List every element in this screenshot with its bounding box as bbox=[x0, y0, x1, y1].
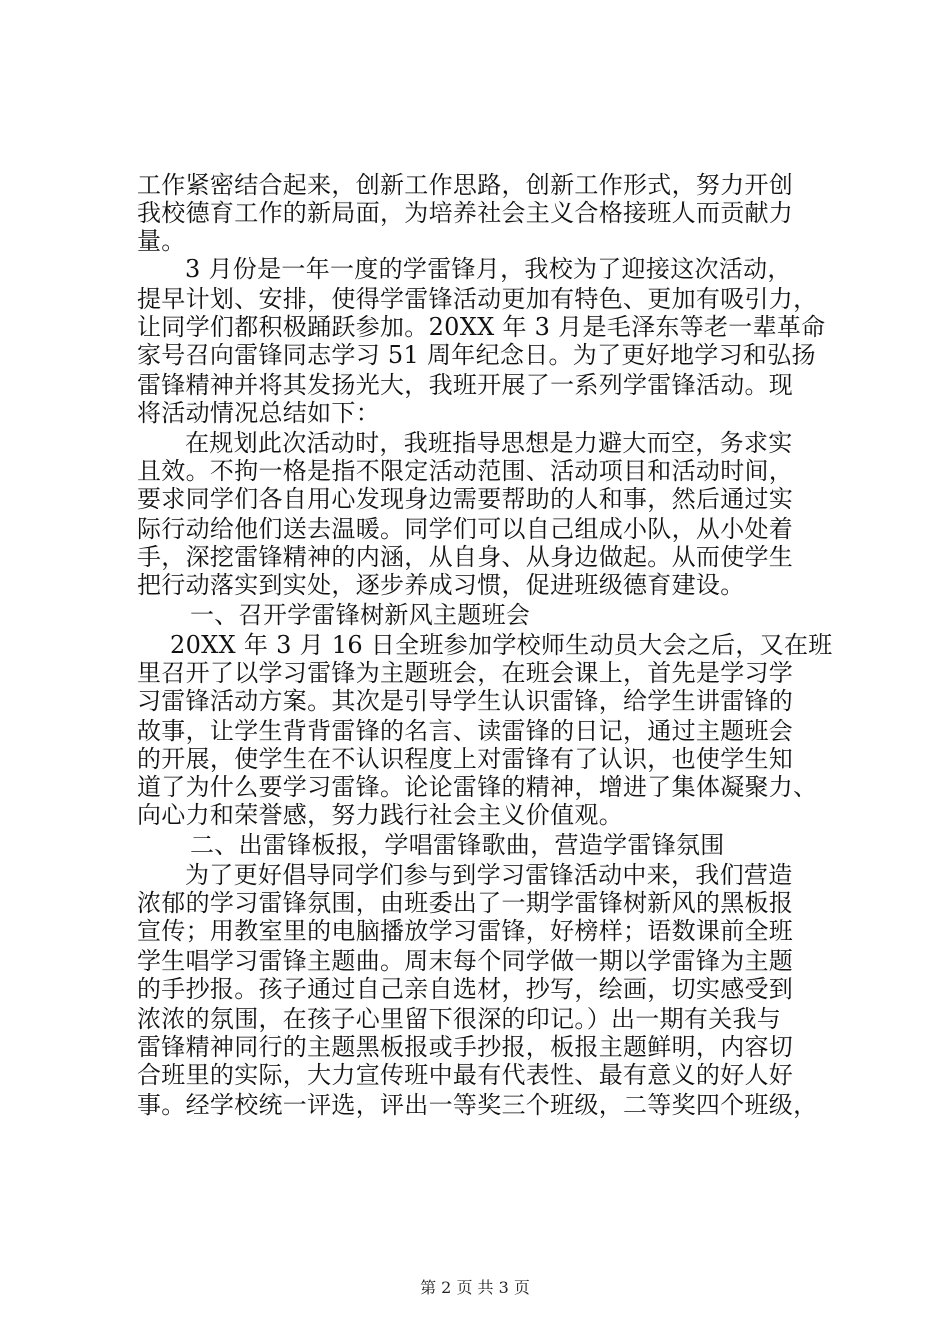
text-line: 道了为什么要学习雷锋。论论雷锋的精神，增进了集体凝聚力、 bbox=[137, 773, 818, 801]
text-line: 事。经学校统一评选，评出一等奖三个班级，二等奖四个班级， bbox=[137, 1091, 818, 1119]
text-line: 为了更好倡导同学们参与到学习雷锋活动中来，我们营造 bbox=[185, 861, 793, 889]
text-line: 工作紧密结合起来，创新工作思路，创新工作形式，努力开创 bbox=[137, 171, 794, 199]
text-line: 家号召向雷锋同志学习 51 周年纪念日。为了更好地学习和弘扬 bbox=[137, 341, 816, 369]
text-line: 浓浓的氛围，在孩子心里留下很深的印记。）出一期有关我与 bbox=[137, 1005, 782, 1033]
text-line: 雷锋精神并将其发扬光大，我班开展了一系列学雷锋活动。现 bbox=[137, 371, 794, 399]
text-line: 际行动给他们送去温暖。同学们可以自己组成小队，从小处着 bbox=[137, 515, 794, 543]
text-line: 的开展，使学生在不认识程度上对雷锋有了认识，也使学生知 bbox=[137, 745, 794, 773]
text-line: 手，深挖雷锋精神的内涵，从自身、从身边做起。从而使学生 bbox=[137, 543, 794, 571]
text-line: 浓郁的学习雷锋氛围，由班委出了一期学雷锋树新风的黑板报 bbox=[137, 889, 794, 917]
text-line: 且效。不拘一格是指不限定活动范围、活动项目和活动时间， bbox=[137, 457, 794, 485]
text-line: 让同学们都积极踊跃参加。20XX 年 3 月是毛泽东等老一辈革命 bbox=[137, 313, 826, 341]
text-line: 20XX 年 3 月 16 日全班参加学校师生动员大会之后，又在班 bbox=[170, 631, 833, 659]
text-line: 的手抄报。孩子通过自己亲自选材，抄写，绘画，切实感受到 bbox=[137, 975, 794, 1003]
text-line: 二、出雷锋板报，学唱雷锋歌曲，营造学雷锋氛围 bbox=[190, 831, 725, 859]
text-line: 习雷锋活动方案。其次是引导学生认识雷锋，给学生讲雷锋的 bbox=[137, 687, 794, 715]
text-line: 量。 bbox=[137, 227, 186, 255]
text-line: 学生唱学习雷锋主题曲。周末每个同学做一期以学雷锋为主题 bbox=[137, 947, 794, 975]
text-line: 宣传；用教室里的电脑播放学习雷锋，好榜样；语数课前全班 bbox=[137, 917, 794, 945]
text-line: 提早计划、安排，使得学雷锋活动更加有特色、更加有吸引力， bbox=[137, 285, 818, 313]
text-line: 一、召开学雷锋树新风主题班会 bbox=[190, 601, 531, 629]
text-line: 我校德育工作的新局面，为培养社会主义合格接班人而贡献力 bbox=[137, 199, 794, 227]
text-line: 合班里的实际，大力宣传班中最有代表性、最有意义的好人好 bbox=[137, 1061, 794, 1089]
text-line: 故事，让学生背背雷锋的名言、读雷锋的日记，通过主题班会 bbox=[137, 717, 794, 745]
text-line: 将活动情况总结如下： bbox=[137, 399, 380, 427]
text-line: 里召开了以学习雷锋为主题班会，在班会课上，首先是学习学 bbox=[137, 659, 794, 687]
text-line: 雷锋精神同行的主题黑板报或手抄报，板报主题鲜明，内容切 bbox=[137, 1033, 794, 1061]
text-line: 要求同学们各自用心发现身边需要帮助的人和事，然后通过实 bbox=[137, 485, 794, 513]
text-line: 把行动落实到实处，逐步养成习惯，促进班级德育建设。 bbox=[137, 571, 745, 599]
text-line: 向心力和荣誉感，努力践行社会主义价值观。 bbox=[137, 801, 623, 829]
page-footer: 第 2 页 共 3 页 bbox=[420, 1278, 530, 1297]
text-line: 3 月份是一年一度的学雷锋月，我校为了迎接这次活动， bbox=[185, 255, 792, 283]
text-line: 在规划此次活动时，我班指导思想是力避大而空，务求实 bbox=[185, 429, 793, 457]
